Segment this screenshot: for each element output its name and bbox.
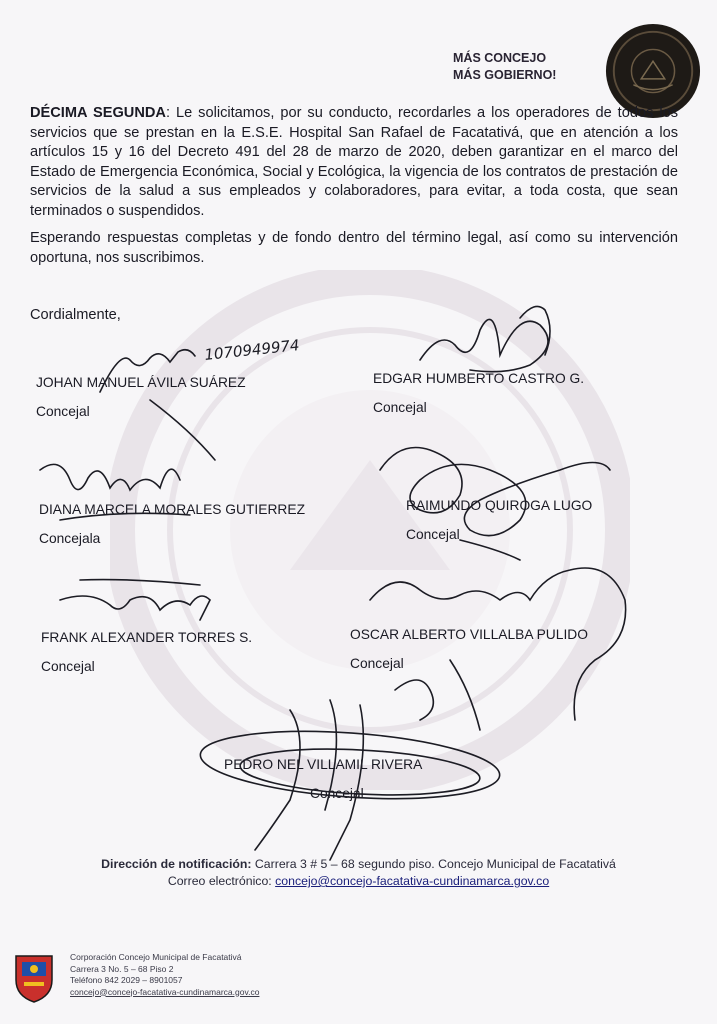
email-link[interactable]: concejo@concejo-facatativa-cundinamarca.gov.co: [275, 874, 550, 888]
signatory-block: [373, 371, 584, 415]
notification-email-line: [0, 873, 717, 890]
motto-line-1: MÁS CONCEJO: [453, 51, 547, 65]
signatory-role: Concejal: [310, 786, 364, 801]
signatory-name: FRANK ALEXANDER TORRES S.: [41, 630, 253, 645]
email-label: Correo electrónico:: [167, 874, 272, 888]
clause-paragraph: [30, 104, 678, 221]
notification-address: Carrera 3 # 5 – 68 segundo piso. Concejo Municipal de Facatativá: [254, 857, 616, 871]
clause-text: : Le solicitamos, por su conducto, recordarles a los operadores de todos los servicios que se prestan en la E.S.E. Hospital San Rafael de Facatativá, que en atención a los artículos 15 y 16 del Decreto 491 del 28 de marzo de 2020, deben garantizar en el marco del Estado de Emergencia Económica, Social y Ecológica, la vigencia de los contratos de prestación de servicios de la salud a sus empleados y colaboradores, para evitar, a toda costa, que sean terminados o suspendidos.: [30, 105, 678, 219]
signatory-name: DIANA MARCELA MORALES GUTIERREZ: [39, 502, 306, 517]
signatory-block: [36, 375, 246, 419]
signatory-block: [39, 502, 305, 546]
signatory-block: [224, 757, 422, 801]
footer-email[interactable]: concejo@concejo-facatativa-cundinamarca.gov.co: [70, 986, 260, 997]
signatory-block: [41, 630, 252, 674]
notification-block: [0, 856, 717, 890]
signatory-role: Concejal: [350, 656, 404, 671]
header-motto: [453, 50, 556, 84]
notification-address-line: [0, 856, 717, 873]
signatory-role: Concejal: [406, 527, 460, 542]
signatory-name: JOHAN MANUEL ÁVILA SUÁREZ: [36, 375, 246, 390]
motto-line-2: MÁS GOBIERNO!: [453, 68, 557, 82]
footer-line: Corporación Concejo Municipal de Facatativá: [70, 952, 242, 962]
signatory-role: Concejal: [41, 659, 95, 674]
signature-annotation: 1070949974: [203, 336, 301, 364]
notification-label: Dirección de notificación:: [101, 857, 252, 871]
footer-line: Carrera 3 No. 5 – 68 Piso 2: [70, 963, 174, 974]
closing-paragraph: Esperando respuestas completas y de fondo dentro del término legal, así como su intervención oportuna, nos suscribimos.: [30, 230, 678, 266]
salutation: Cordialmente,: [30, 307, 121, 323]
signatory-block: [406, 498, 592, 542]
signatory-role: Concejala: [39, 531, 101, 546]
signatory-name: OSCAR ALBERTO VILLALBA PULIDO: [350, 627, 588, 642]
footer-info: [70, 952, 259, 998]
signatory-name: PEDRO NEL VILLAMIL RIVERA: [224, 757, 423, 772]
signatory-block: [350, 627, 588, 671]
letter-body: [30, 104, 678, 276]
signatory-role: Concejal: [373, 400, 427, 415]
signatory-name: EDGAR HUMBERTO CASTRO G.: [373, 371, 585, 386]
footer-line: Teléfono 842 2029 – 8901057: [70, 975, 183, 985]
signatory-role: Concejal: [36, 404, 90, 419]
municipal-coat-of-arms-logo: [12, 950, 56, 1004]
signatory-name: RAIMUNDO QUIROGA LUGO: [406, 498, 593, 513]
clause-label: DÉCIMA SEGUNDA: [30, 105, 166, 121]
